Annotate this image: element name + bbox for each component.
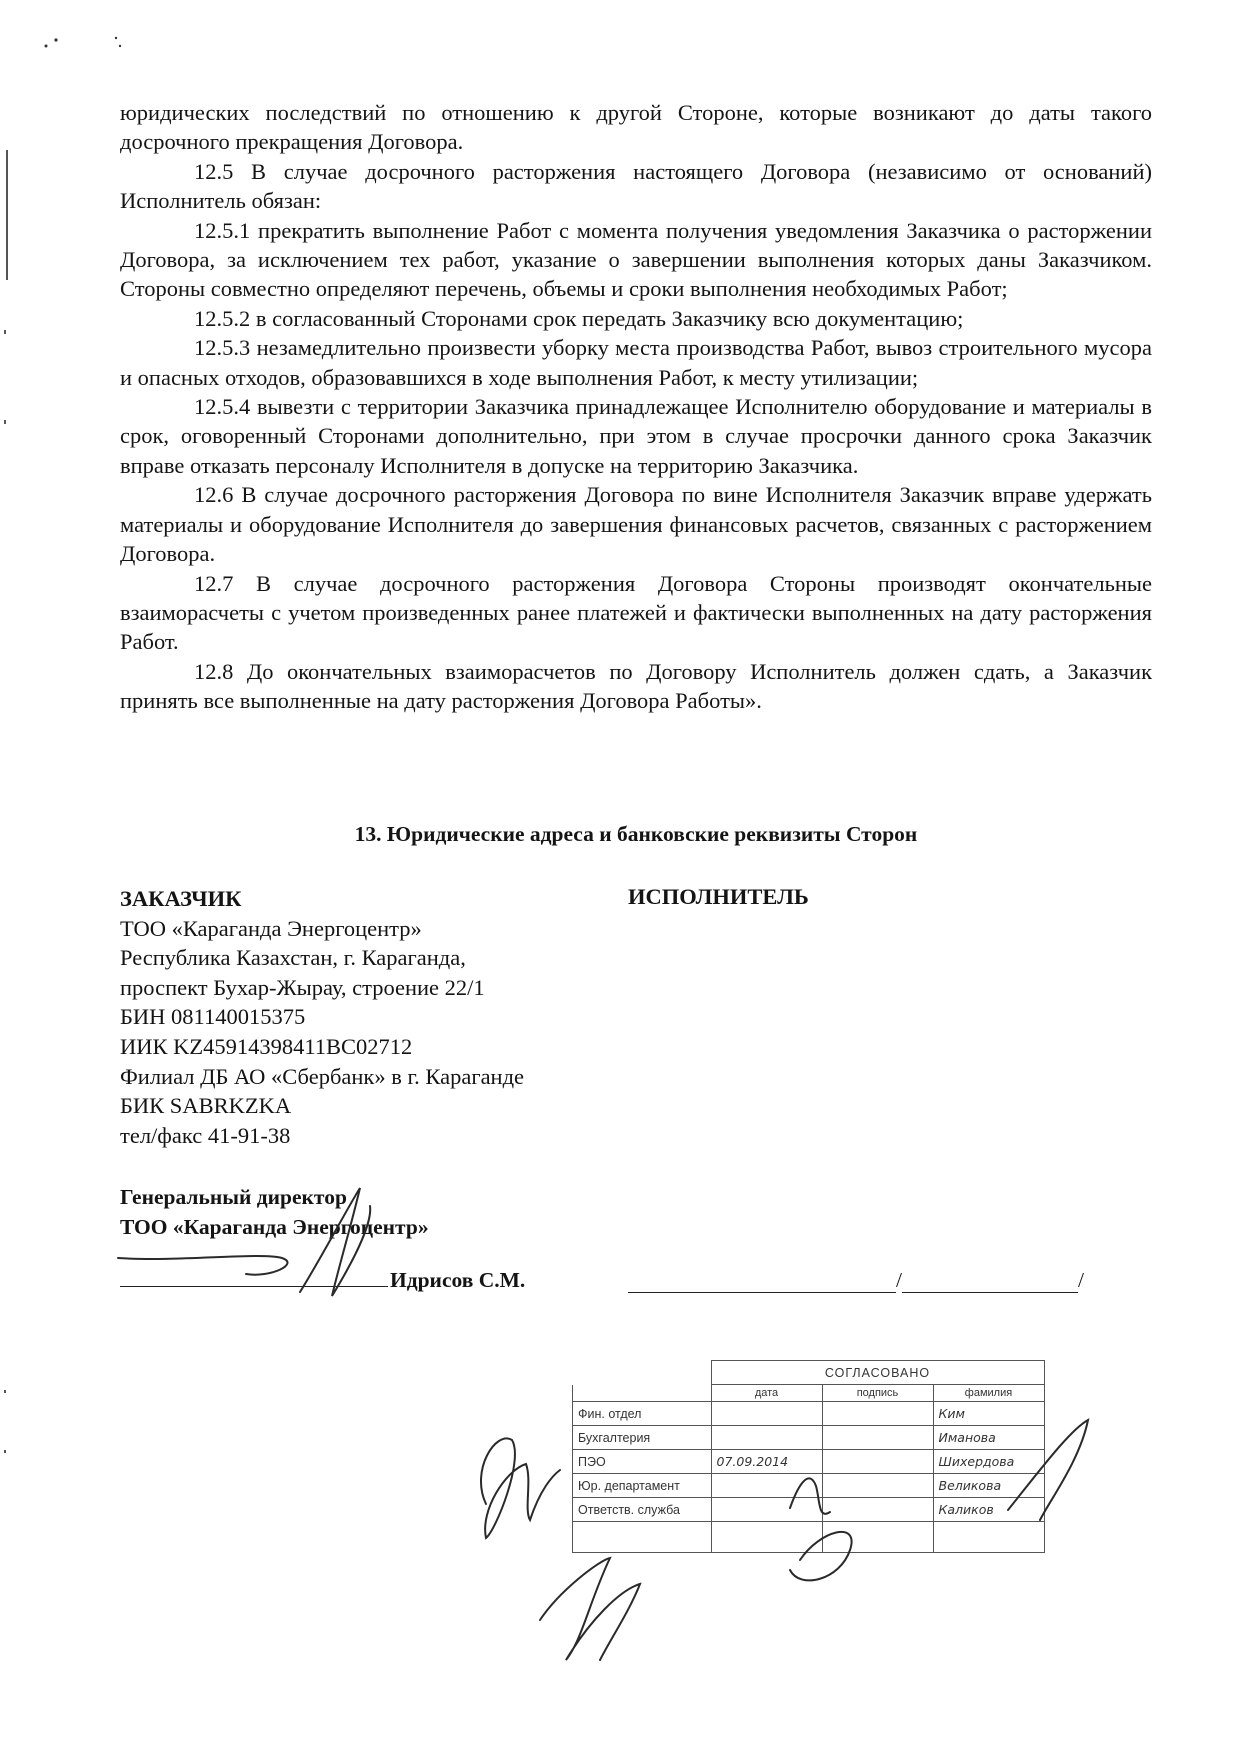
customer-line: тел/факс 41-91-38 bbox=[120, 1122, 291, 1148]
customer-role: ЗАКАЗЧИК bbox=[120, 886, 242, 911]
signer-name: Идрисов С.М. bbox=[390, 1268, 526, 1292]
stamp-signature bbox=[790, 1478, 852, 1580]
column-date: дата bbox=[711, 1385, 822, 1402]
left-margin-signature bbox=[481, 1438, 560, 1538]
dept-name: ПЭО bbox=[573, 1450, 712, 1474]
clause-12-5-1: 12.5.1 прекратить выполнение Работ с момента получения уведомления Заказчика о расторжении Договора, за исключением тех работ, указание о завершении выполнения которых даны Заказчиком. Стороны совместно определяют перечень, объемы и сроки выполнения необходимых Работ; bbox=[120, 217, 1152, 302]
column-signature: подпись bbox=[822, 1385, 933, 1402]
customer-line: БИК SABRKZKA bbox=[120, 1093, 292, 1119]
surname-cell: Великова bbox=[933, 1474, 1044, 1498]
clause-12-7: 12.7 В случае досрочного расторжения Договора Стороны производят окончательные взаиморасчеты с учетом произведенных ранее платежей и фактически выполненных на дату расторжения Работ. bbox=[120, 570, 1152, 655]
surname-cell: Ким bbox=[933, 1402, 1044, 1426]
customer-line: ТОО «Караганда Энергоцентр» bbox=[120, 915, 422, 941]
customer-line: проспект Бухар-Жырау, строение 22/1 bbox=[120, 974, 485, 1000]
surname-cell: Каликов bbox=[933, 1498, 1044, 1522]
dept-name: Ответств. служба bbox=[573, 1498, 712, 1522]
bottom-signature bbox=[540, 1558, 640, 1660]
dept-name: Фин. отдел bbox=[573, 1402, 712, 1426]
clause-12-5-2: 12.5.2 в согласованный Сторонами срок передать Заказчику всю документацию; bbox=[194, 305, 964, 331]
dept-name: Юр. департамент bbox=[573, 1474, 712, 1498]
separator: / bbox=[896, 1268, 902, 1292]
dept-name: Бухгалтерия bbox=[573, 1426, 712, 1450]
signer-company: ТОО «Караганда Энергоцентр» bbox=[120, 1215, 429, 1239]
section-title: 13. Юридические адреса и банковские реквизиты Сторон bbox=[354, 822, 918, 846]
customer-line: БИН 081140015375 bbox=[120, 1004, 306, 1030]
director-signature bbox=[118, 1188, 370, 1296]
right-signature bbox=[1008, 1420, 1088, 1520]
customer-line: Филиал ДБ АО «Сбербанк» в г. Караганде bbox=[120, 1063, 525, 1089]
clause-12-5-3: 12.5.3 незамедлительно произвести уборку места производства Работ, вывоз строительного мусора и опасных отходов, образовавшихся в ходе выполнения Работ, к месту утилизации; bbox=[120, 335, 1152, 390]
approval-header: СОГЛАСОВАНО bbox=[711, 1361, 1044, 1385]
date-cell: 07.09.2014 bbox=[711, 1450, 822, 1474]
clause-12-6: 12.6 В случае досрочного расторжения Договора по вине Исполнителя Заказчик вправе удержать материалы и оборудование Исполнителя до завершения финансовых расчетов, связанных с расторжением Договора. bbox=[120, 482, 1152, 567]
column-surname: фамилия bbox=[933, 1385, 1044, 1402]
contractor-role: ИСПОЛНИТЕЛЬ bbox=[628, 884, 809, 909]
clause-12-8: 12.8 До окончательных взаиморасчетов по Договору Исполнитель должен сдать, а Заказчик принять все выполненные на дату расторжения Договора Работы». bbox=[120, 658, 1152, 714]
clause-12-5: 12.5 В случае досрочного расторжения настоящего Договора (независимо от оснований) Исполнитель обязан: bbox=[120, 158, 1152, 214]
customer-line: ИИК KZ45914398411BC02712 bbox=[120, 1033, 413, 1059]
clause-12-5-4: 12.5.4 вывезти с территории Заказчика принадлежащее Исполнителю оборудование и материалы в срок, оговоренный Сторонами дополнительно, при этом в случае просрочки данного срока Заказчик вправе отказать персоналу Исполнителя в допуске на территорию Заказчика. bbox=[120, 394, 1152, 478]
signer-position: Генеральный директор bbox=[120, 1185, 347, 1209]
customer-line: Республика Казахстан, г. Караганда, bbox=[120, 945, 466, 971]
surname-cell: Иманова bbox=[933, 1426, 1044, 1450]
paragraph-continuation: юридических последствий по отношению к другой Стороне, которые возникают до даты такого досрочного прекращения Договора. bbox=[120, 100, 1152, 155]
separator: / bbox=[1077, 1268, 1084, 1292]
surname-cell: Шихердова bbox=[933, 1450, 1044, 1474]
